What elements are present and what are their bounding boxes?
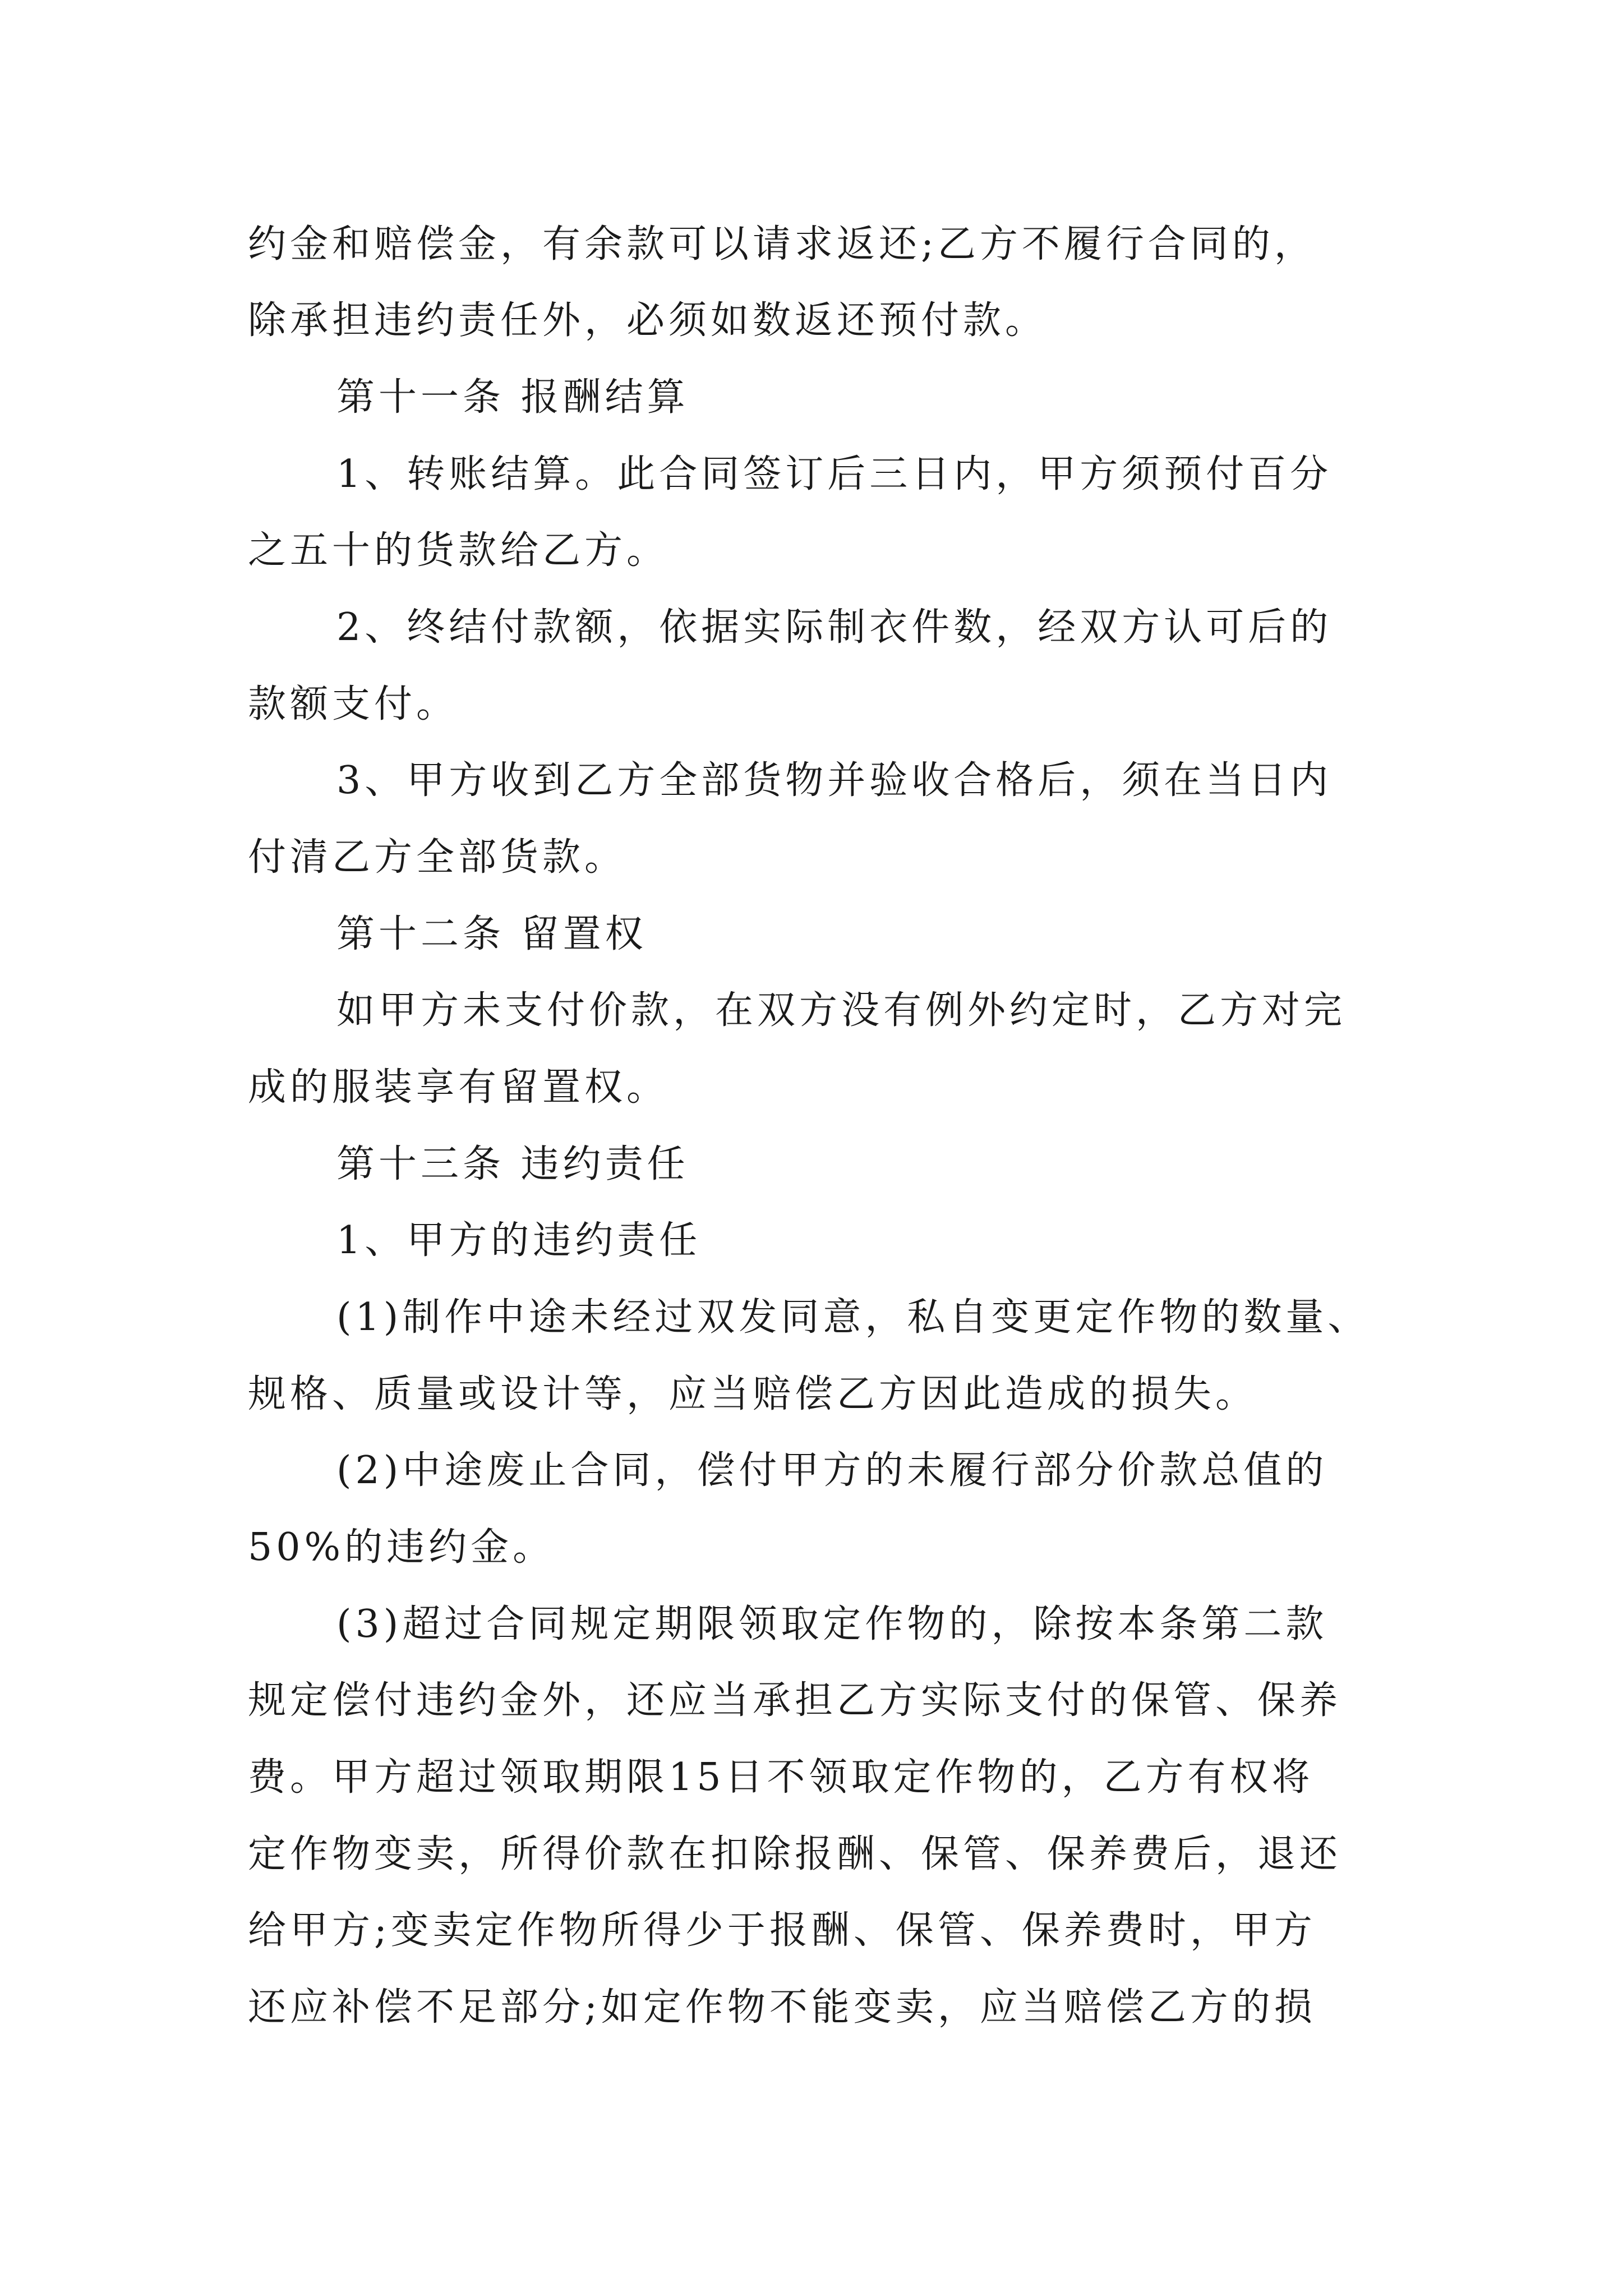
text-line: 除承担违约责任外，必须如数返还预付款。 — [248, 298, 1048, 343]
text-line: 之五十的货款给乙方。 — [248, 528, 669, 573]
text-line: 50%的违约金。 — [248, 1525, 555, 1570]
text-line: 费。甲方超过领取期限15日不领取定作物的，乙方有权将 — [248, 1755, 1314, 1800]
text-line: 如甲方未支付价款，在双方没有例外约定时，乙方对完 — [336, 988, 1347, 1033]
clause-heading: 第十二条 留置权 — [336, 912, 647, 956]
text-line: (1)制作中途未经过双发同意，私自变更定作物的数量、 — [336, 1295, 1370, 1340]
text-line: 付清乙方全部货款。 — [248, 835, 627, 880]
text-line: (2)中途废止合同，偿付甲方的未履行部分价款总值的 — [336, 1448, 1328, 1493]
clause-heading: 第十一条 报酬结算 — [336, 375, 689, 420]
text-line: (3)超过合同规定期限领取定作物的，除按本条第二款 — [336, 1602, 1328, 1646]
text-line: 规定偿付违约金外，还应当承担乙方实际支付的保管、保养 — [248, 1678, 1342, 1723]
text-line: 还应补偿不足部分;如定作物不能变卖，应当赔偿乙方的损 — [248, 1985, 1316, 2030]
text-line: 款额支付。 — [248, 682, 459, 726]
text-line: 约金和赔偿金，有余款可以请求返还;乙方不履行合同的， — [248, 222, 1316, 266]
text-line: 3、甲方收到乙方全部货物并验收合格后，须在当日内 — [336, 758, 1332, 803]
text-line: 给甲方;变卖定作物所得少于报酬、保管、保养费时，甲方 — [248, 1908, 1316, 1953]
text-line: 成的服装享有留置权。 — [248, 1065, 669, 1110]
text-line: 规格、质量或设计等，应当赔偿乙方因此造成的损失。 — [248, 1372, 1258, 1416]
text-line: 1、转账结算。此合同签订后三日内，甲方须预付百分 — [336, 452, 1332, 496]
clause-heading: 第十三条 违约责任 — [336, 1142, 689, 1186]
text-line: 2、终结付款额，依据实际制衣件数，经双方认可后的 — [336, 605, 1332, 650]
text-line: 1、甲方的违约责任 — [336, 1218, 702, 1263]
text-line: 定作物变卖，所得价款在扣除报酬、保管、保养费后，退还 — [248, 1832, 1342, 1876]
